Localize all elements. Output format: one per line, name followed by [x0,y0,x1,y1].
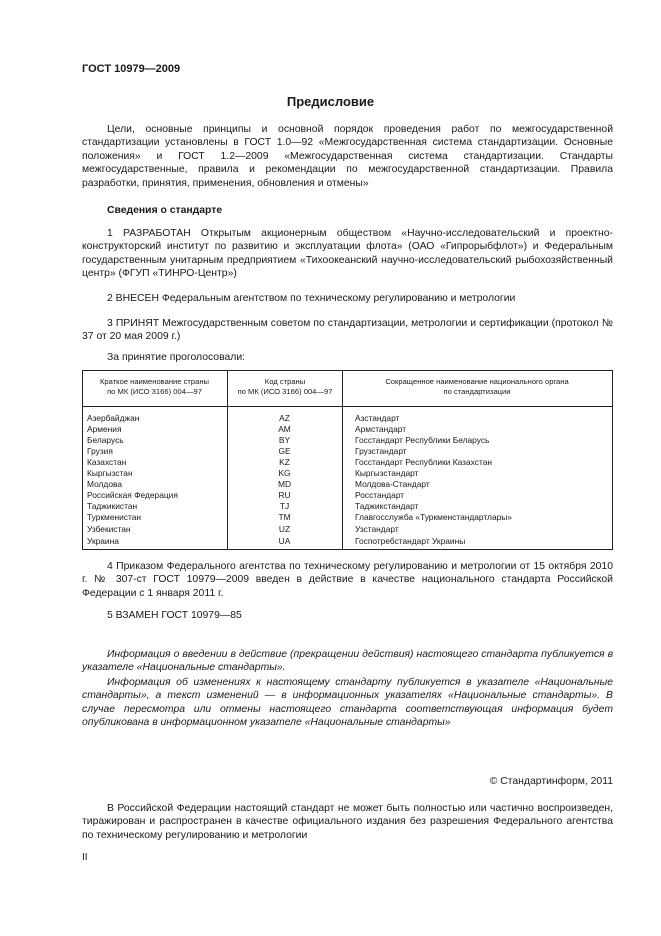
header-body [343,377,611,397]
body-cell: Азстандарт [355,413,400,423]
header-body-line1: Сокращенное наименование национального органа [385,377,569,386]
body-cell: Грузстандарт [355,446,407,456]
table-row [82,512,613,523]
country-cell: Казахстан [87,457,127,467]
body-cell: Таджикстандарт [355,501,419,511]
table-row [82,490,613,501]
restriction-paragraph: В Российской Федерации настоящий стандарт не может быть полностью или частично воспроизведен, тиражирован и распространен в качестве официального издания без разрешения Федерального агентства по техническому регулированию и метрологии [82,803,613,841]
body-cell: Молдова-Стандарт [355,479,430,489]
code-cell: UA [278,536,291,546]
header-country [82,377,227,397]
header-country-line2: по МК (ИСО 3166) 004—97 [107,387,202,396]
code-cell: MD [277,479,292,489]
country-cell: Узбекистан [87,524,131,534]
code-cell: UZ [278,524,291,534]
code-cell: RU [278,490,291,500]
item-5-paragraph: 5 ВЗАМЕН ГОСТ 10979—85 [107,610,242,621]
country-cell: Туркменистан [87,512,141,522]
notice-changes: Информация об изменениях к настоящему стандарту публикуется в указателе «Национальные стандарты», а текст изменений — в информационных указателях «Национальные стандарты». В случае пересмотра или отмены настоящего стандарта соответствующая информация будет опубликована в информационном указателе «Национальные стандарты» [82,677,613,729]
header-body-line2: по стандартизации [443,387,511,396]
item-1-paragraph: 1 РАЗРАБОТАН Открытым акционерным обществом «Научно-исследовательский и проектно-конструкторский институт по развитию и эксплуатации флота» (ОАО «Гипрорыбфлот») и Федеральным государственным унитарным предприятием «Тихоокеанский научно-исследовательский рыбохозяйственный центр» (ФГУП «ТИНРО-Центр») [82,228,613,280]
country-cell: Украина [87,536,119,546]
body-cell: Узстандарт [355,524,399,534]
country-cell: Армения [87,424,122,434]
header-code [228,377,342,397]
voted-label: За принятие проголосовали: [107,352,246,363]
table-row [82,536,613,547]
country-cell: Грузия [87,446,113,456]
country-cell: Таджикистан [87,501,138,511]
table-row [82,524,613,535]
body-cell: Госстандарт Республики Беларусь [355,435,490,445]
info-heading: Сведения о стандарте [107,205,223,216]
intro-paragraph: Цели, основные принципы и основной порядок проведения работ по межгосударственной стандартизации установлены в ГОСТ 1.0—92 «Межгосударственная система стандартизации. Основные положения» и ГОСТ 1.2—2009 «Межгосударственная система стандартизации. Стандарты межгосударственные, правила и рекомендации по межгосударственной стандартизации. Правила разработки, принятия, применения, обновления и отмены» [82,124,613,189]
item-4-paragraph: 4 Приказом Федерального агентства по техническому регулированию и метрологии от 15 октября 2010 г. № 307-ст ГОСТ 10979—2009 введен в действие в качестве национального стандарта Российской Федерации с 1 января 2011 г. [82,561,613,599]
country-cell: Беларусь [87,435,124,445]
code-cell: AM [278,424,291,434]
page-number: II [82,852,88,863]
body-cell: Главгосслужба «Туркменстандартлары» [355,512,512,522]
copyright: © Стандартинформ, 2011 [489,776,613,787]
code-cell: TJ [279,501,290,511]
standard-header: ГОСТ 10979—2009 [82,63,181,75]
body-cell: Госпотребстандарт Украины [355,536,466,546]
code-cell: GE [278,446,291,456]
code-cell: BY [278,435,291,445]
item-3-paragraph: 3 ПРИНЯТ Межгосударственным советом по стандартизации, метрологии и сертификации (протокол № 37 от 20 мая 2009 г.) [82,318,613,343]
body-cell: Армстандарт [355,424,407,434]
table-row [82,435,613,446]
table-row [82,413,613,424]
code-cell: TM [278,512,291,522]
table-row [82,479,613,490]
notice-introduction: Информация о введении в действие (прекращении действия) настоящего стандарта публикуется в указателе «Национальные стандарты». [82,649,613,674]
body-cell: Кыргызстандарт [355,468,419,478]
body-cell: Госстандарт Республики Казахстан [355,457,492,467]
country-cell: Кыргызстан [87,468,133,478]
country-cell: Молдова [87,479,122,489]
code-cell: KG [278,468,291,478]
code-cell: KZ [279,457,290,467]
table-row [82,468,613,479]
table-row [82,424,613,435]
header-code-line2: по МК (ИСО 3166) 004—97 [237,387,333,396]
page-title: Предисловие [286,94,375,109]
item-2-paragraph: 2 ВНЕСЕН Федеральным агентством по техническому регулированию и метрологии [107,293,516,304]
header-country-line1: Краткое наименование страны [100,377,209,386]
voting-table [82,370,613,551]
table-row [82,457,613,468]
table-row [82,501,613,512]
code-cell: AZ [279,413,290,423]
country-cell: Российская Федерация [87,490,178,500]
header-code-line1: Код страны [264,377,306,386]
table-row [82,446,613,457]
body-cell: Росстандарт [355,490,405,500]
country-cell: Азербайджан [87,413,140,423]
